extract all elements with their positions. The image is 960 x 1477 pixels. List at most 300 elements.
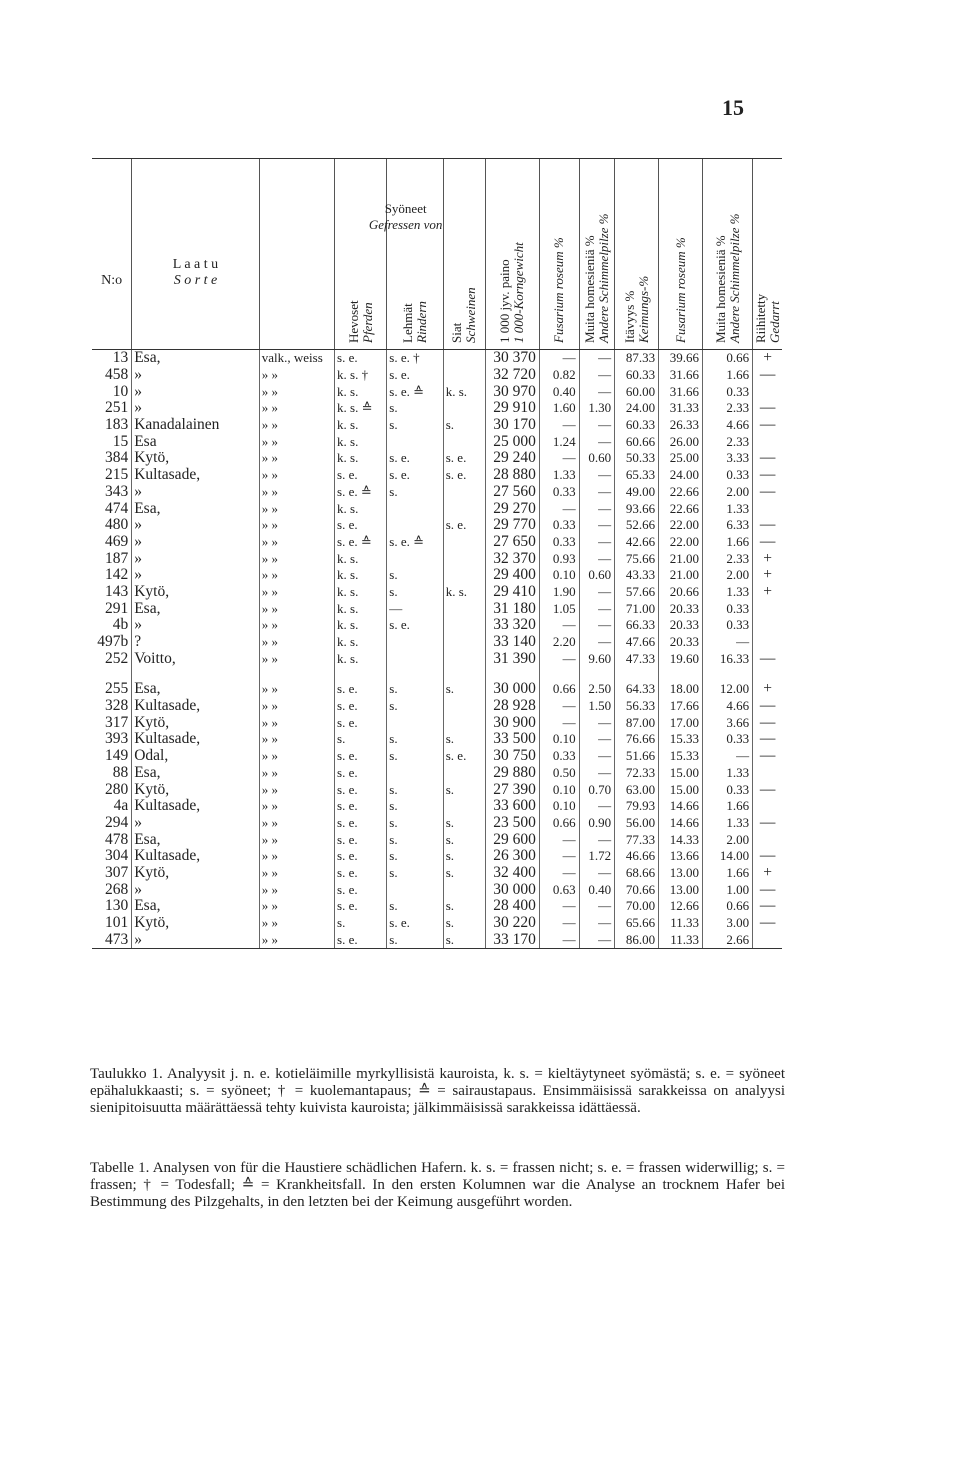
table-cell: 307 bbox=[104, 864, 129, 881]
table-cell: k. s. bbox=[335, 634, 387, 651]
table-cell: s. bbox=[443, 931, 485, 948]
table-row bbox=[92, 517, 782, 534]
table-cell: » » bbox=[259, 748, 334, 765]
table-cell: — bbox=[579, 517, 615, 534]
table-cell bbox=[702, 667, 752, 681]
table-cell: — bbox=[753, 534, 782, 551]
table-cell: s. bbox=[387, 400, 443, 417]
table-cell: 13 bbox=[112, 349, 129, 367]
table-cell: » bbox=[132, 517, 260, 534]
table-cell: 1.66 bbox=[702, 798, 752, 815]
table-cell: Kytö, bbox=[132, 781, 260, 798]
table-cell: 14.66 bbox=[659, 798, 703, 815]
table-cell: 1.66 bbox=[702, 865, 752, 882]
table-cell: » bbox=[132, 881, 260, 898]
table-cell: 31 390 bbox=[485, 650, 539, 667]
table-cell: — bbox=[579, 484, 615, 501]
table-cell: 2.00 bbox=[702, 831, 752, 848]
caption-german: Tabelle 1. Analysen von für die Haustiere schädlichen Hafern. k. s. = frassen nicht; s. e. = frassen widerwillig; s. = frassen; † = Todesfall; ≙ = Krankheitsfall. In den ersten Kolumnen war die Analyse an trocknem Hafer bei Bestimmung des Pilzgehalts, in den letzten bei der Keimung ausgeführt worden. bbox=[90, 1160, 785, 1210]
table-cell: 14.66 bbox=[659, 815, 703, 832]
table-cell: 29 910 bbox=[485, 400, 539, 417]
table-cell: — bbox=[579, 500, 615, 517]
table-cell: 25.00 bbox=[659, 450, 703, 467]
table-cell bbox=[443, 714, 485, 731]
table-cell bbox=[443, 798, 485, 815]
table-cell: 1.33 bbox=[702, 765, 752, 782]
table-cell: 13.00 bbox=[659, 865, 703, 882]
table-cell: — bbox=[579, 634, 615, 651]
table-cell bbox=[443, 634, 485, 651]
table-cell: 11.33 bbox=[659, 931, 703, 948]
table-cell: 18.00 bbox=[659, 681, 703, 698]
table-cell: s. e. bbox=[335, 881, 387, 898]
header-no: N:o bbox=[92, 159, 132, 350]
table-cell: s. bbox=[387, 865, 443, 882]
table-cell: s. e. bbox=[335, 798, 387, 815]
header-weight: 1 000 jyv. paino 1 000-Korngewicht bbox=[485, 159, 539, 350]
table-cell: » » bbox=[259, 915, 334, 932]
table-cell: — bbox=[539, 350, 579, 367]
table-cell: 291 bbox=[104, 600, 129, 617]
table-cell: 33 140 bbox=[485, 634, 539, 651]
table-row bbox=[92, 417, 782, 434]
header-eaten-de: Gefressen von bbox=[368, 217, 443, 232]
table-cell: 87.33 bbox=[615, 350, 659, 367]
table-cell bbox=[659, 667, 703, 681]
table-cell: k. s. bbox=[335, 383, 387, 400]
table-cell bbox=[387, 517, 443, 534]
table-cell: 252 bbox=[104, 650, 129, 667]
table-cell: 187 bbox=[104, 550, 129, 567]
table-cell bbox=[132, 667, 260, 681]
table-cell: 49.00 bbox=[615, 484, 659, 501]
table-cell: 14.00 bbox=[702, 848, 752, 865]
table-cell: 32 400 bbox=[485, 865, 539, 882]
table-cell: — bbox=[753, 915, 782, 932]
table-cell: — bbox=[579, 915, 615, 932]
table-cell: 1.50 bbox=[579, 698, 615, 715]
table-cell: — bbox=[753, 781, 782, 798]
table-cell: 393 bbox=[104, 731, 129, 748]
table-cell: s. e. bbox=[335, 931, 387, 948]
table-cell: 86.00 bbox=[615, 931, 659, 948]
table-cell: — bbox=[753, 714, 782, 731]
table-cell: 31.33 bbox=[659, 400, 703, 417]
table-cell: 14.33 bbox=[659, 831, 703, 848]
table-cell: 64.33 bbox=[615, 681, 659, 698]
table-cell: 2.00 bbox=[702, 567, 752, 584]
table-cell: 469 bbox=[104, 533, 129, 550]
table-cell: » » bbox=[259, 634, 334, 651]
table-cell: k. s. bbox=[335, 617, 387, 634]
table-row bbox=[92, 765, 782, 782]
table-cell: 15 bbox=[112, 433, 129, 450]
table-cell: — bbox=[579, 714, 615, 731]
table-cell: Esa, bbox=[132, 350, 260, 367]
table-cell: s. bbox=[387, 731, 443, 748]
table-cell: » bbox=[132, 367, 260, 384]
table-cell: Esa, bbox=[132, 600, 260, 617]
table-cell: — bbox=[579, 350, 615, 367]
table-cell: 25 000 bbox=[485, 433, 539, 450]
table-cell: s. e. ≙ bbox=[335, 484, 387, 501]
table-cell: 0.33 bbox=[539, 534, 579, 551]
table-cell: 17.66 bbox=[659, 698, 703, 715]
table-cell: 384 bbox=[104, 450, 129, 467]
table-row bbox=[92, 617, 782, 634]
table-cell: 70.66 bbox=[615, 881, 659, 898]
table-cell: — bbox=[387, 600, 443, 617]
header-fusarium-1: Fusarium roseum % bbox=[539, 159, 579, 350]
table-cell: — bbox=[753, 517, 782, 534]
table-cell: » » bbox=[259, 550, 334, 567]
table-cell: k. s. bbox=[335, 584, 387, 601]
table-cell: » bbox=[132, 617, 260, 634]
table-cell bbox=[539, 667, 579, 681]
table-cell bbox=[443, 433, 485, 450]
table-cell: — bbox=[579, 831, 615, 848]
table-cell: s. bbox=[387, 848, 443, 865]
table-cell: 30 370 bbox=[485, 350, 539, 367]
table-cell: s. e. bbox=[443, 467, 485, 484]
table-cell: » » bbox=[259, 383, 334, 400]
table-cell: s. e. bbox=[443, 748, 485, 765]
table-cell: » » bbox=[259, 781, 334, 798]
table-cell bbox=[753, 798, 782, 815]
table-cell: k. s. ≙ bbox=[335, 400, 387, 417]
header-sorte: L a a t u S o r t e bbox=[132, 159, 260, 350]
table-cell: 1.66 bbox=[702, 367, 752, 384]
table-cell: — bbox=[753, 731, 782, 748]
table-cell: 2.20 bbox=[539, 634, 579, 651]
table-cell: 478 bbox=[104, 831, 129, 848]
table-cell: 60.66 bbox=[615, 433, 659, 450]
table-cell: 3.66 bbox=[702, 714, 752, 731]
table-row bbox=[92, 350, 782, 367]
table-cell: 26.33 bbox=[659, 417, 703, 434]
table-cell: 27 390 bbox=[485, 781, 539, 798]
table-cell: 72.33 bbox=[615, 765, 659, 782]
table-cell: 1.66 bbox=[702, 534, 752, 551]
table-cell: s. bbox=[387, 748, 443, 765]
table-cell: — bbox=[579, 584, 615, 601]
table-cell: 30 000 bbox=[485, 881, 539, 898]
table-cell: 1.30 bbox=[579, 400, 615, 417]
table-cell bbox=[615, 667, 659, 681]
table-row bbox=[92, 865, 782, 882]
table-cell: 75.66 bbox=[615, 550, 659, 567]
table-row bbox=[92, 467, 782, 484]
table-row bbox=[92, 798, 782, 815]
table-row bbox=[92, 383, 782, 400]
table-cell: s. bbox=[387, 898, 443, 915]
table-row bbox=[92, 781, 782, 798]
table-cell bbox=[753, 433, 782, 450]
table-cell: 22.66 bbox=[659, 484, 703, 501]
table-cell: 51.66 bbox=[615, 748, 659, 765]
table-cell bbox=[753, 931, 782, 948]
table-cell: 328 bbox=[104, 697, 129, 715]
table-cell: 473 bbox=[92, 931, 132, 948]
table-cell: s. bbox=[443, 898, 485, 915]
table-cell: » » bbox=[259, 650, 334, 667]
table-cell: 0.70 bbox=[579, 781, 615, 798]
header-blank bbox=[259, 159, 334, 350]
table-cell: 0.10 bbox=[539, 567, 579, 584]
table-cell: 43.33 bbox=[615, 567, 659, 584]
table-cell: — bbox=[753, 484, 782, 501]
table-cell: 93.66 bbox=[615, 500, 659, 517]
table-cell: 130 bbox=[104, 898, 129, 915]
table-cell: — bbox=[753, 450, 782, 467]
table-cell: 33 170 bbox=[485, 931, 539, 948]
table-cell: — bbox=[753, 881, 782, 898]
table-cell: » » bbox=[259, 731, 334, 748]
table-cell: + bbox=[753, 584, 782, 601]
table-cell: 3.33 bbox=[702, 450, 752, 467]
table-cell: 31.66 bbox=[659, 367, 703, 384]
table-cell: Esa, bbox=[132, 765, 260, 782]
table-cell: s. bbox=[387, 681, 443, 698]
table-row bbox=[92, 500, 782, 517]
table-cell: 3.00 bbox=[702, 915, 752, 932]
table-cell bbox=[753, 667, 782, 681]
table-cell: — bbox=[539, 831, 579, 848]
table-cell: 57.66 bbox=[615, 584, 659, 601]
table-cell bbox=[579, 667, 615, 681]
table-cell: 28 880 bbox=[485, 467, 539, 484]
table-cell: s. bbox=[387, 417, 443, 434]
table-cell: k. s. bbox=[443, 584, 485, 601]
table-row bbox=[92, 634, 782, 651]
table-cell: 2.33 bbox=[702, 400, 752, 417]
table-cell: 27 650 bbox=[485, 534, 539, 551]
table-cell: 29 270 bbox=[485, 500, 539, 517]
table-cell: — bbox=[579, 467, 615, 484]
table-cell: k. s. bbox=[335, 550, 387, 567]
table-cell: 13.00 bbox=[659, 881, 703, 898]
table-cell: 76.66 bbox=[615, 731, 659, 748]
table-cell: 0.50 bbox=[539, 765, 579, 782]
table-cell: 65.33 bbox=[615, 467, 659, 484]
header-germination: Itävyys % Keimungs-% bbox=[615, 159, 659, 350]
table-row bbox=[92, 433, 782, 450]
table-cell: 50.33 bbox=[615, 450, 659, 467]
table-cell: 15.33 bbox=[659, 731, 703, 748]
table-cell: » bbox=[132, 383, 260, 400]
table-cell: Kanadalainen bbox=[132, 417, 260, 434]
table-cell: 33 600 bbox=[485, 798, 539, 815]
table-cell: 22.00 bbox=[659, 534, 703, 551]
table-cell: s. bbox=[443, 815, 485, 832]
caption-finnish: Taulukko 1. Analyysit j. n. e. kotieläimille myrkyllisistä kauroista, k. s. = kieltäytyneet syömästä; s. e. = syöneet epähalukkaasti; s. = syöneet; † = kuolemantapaus; ≙ = sairaustapaus. Ensimmäisissä sarakkeissa on analyysi sienipitoisuutta määrättäessä tehty kuivista kauroista; jälkimmäisissä sarakkeissa idättäessä. bbox=[90, 1066, 785, 1116]
table-cell: » » bbox=[259, 367, 334, 384]
table-cell: » » bbox=[259, 484, 334, 501]
table-cell: 1.33 bbox=[539, 467, 579, 484]
table-cell: 268 bbox=[104, 881, 129, 898]
table-cell bbox=[753, 500, 782, 517]
table-cell: 60.33 bbox=[615, 417, 659, 434]
table-cell: s. e. bbox=[335, 467, 387, 484]
table-row bbox=[92, 650, 782, 667]
table-cell: 32 720 bbox=[485, 367, 539, 384]
table-cell: 2.50 bbox=[579, 681, 615, 698]
table-cell: — bbox=[539, 417, 579, 434]
table-cell: s. bbox=[443, 831, 485, 848]
table-cell: 60.33 bbox=[615, 367, 659, 384]
table-cell: » » bbox=[259, 517, 334, 534]
table-row bbox=[92, 681, 782, 698]
table-cell: 29 400 bbox=[485, 567, 539, 584]
table-cell: — bbox=[579, 600, 615, 617]
table-cell: 70.00 bbox=[615, 898, 659, 915]
table-cell: 1.33 bbox=[702, 815, 752, 832]
table-cell: » bbox=[132, 815, 260, 832]
table-cell: 215 bbox=[104, 466, 129, 484]
table-cell bbox=[485, 667, 539, 681]
table-row bbox=[92, 400, 782, 417]
table-cell: 24.00 bbox=[615, 400, 659, 417]
table-cell: Kytö, bbox=[132, 584, 260, 601]
table-cell: — bbox=[539, 865, 579, 882]
table-cell bbox=[443, 667, 485, 681]
table-cell: » » bbox=[259, 831, 334, 848]
table-cell: » » bbox=[259, 931, 334, 948]
table-cell: 101 bbox=[104, 914, 129, 932]
table-cell: — bbox=[753, 650, 782, 667]
analysis-table bbox=[92, 158, 782, 949]
table-cell: — bbox=[579, 534, 615, 551]
table-cell: 143 bbox=[104, 583, 129, 600]
table-cell bbox=[443, 534, 485, 551]
table-cell: 28 400 bbox=[485, 898, 539, 915]
table-cell: 20.33 bbox=[659, 600, 703, 617]
table-cell: 20.33 bbox=[659, 617, 703, 634]
table-cell: — bbox=[753, 417, 782, 434]
table-cell: Kytö, bbox=[132, 865, 260, 882]
table-cell: Esa, bbox=[132, 681, 260, 698]
table-cell: — bbox=[579, 898, 615, 915]
table-cell bbox=[753, 634, 782, 651]
table-cell: 294 bbox=[104, 814, 129, 831]
table-cell: 304 bbox=[104, 847, 129, 865]
table-cell: 52.66 bbox=[615, 517, 659, 534]
table-cell: 0.10 bbox=[539, 798, 579, 815]
table-cell: s. e. bbox=[443, 517, 485, 534]
table-cell: s. bbox=[443, 731, 485, 748]
table-cell: 87.00 bbox=[615, 714, 659, 731]
table-row bbox=[92, 367, 782, 384]
table-cell: ? bbox=[132, 634, 260, 651]
table-cell bbox=[443, 500, 485, 517]
table-cell: 31.66 bbox=[659, 383, 703, 400]
table-cell bbox=[387, 433, 443, 450]
table-header-row bbox=[92, 159, 782, 350]
table-cell: s. e. bbox=[387, 467, 443, 484]
table-cell bbox=[259, 667, 334, 681]
table-cell bbox=[443, 881, 485, 898]
table-cell: s. bbox=[387, 567, 443, 584]
table-cell: 15.00 bbox=[659, 781, 703, 798]
table-cell bbox=[387, 550, 443, 567]
table-cell: 29 880 bbox=[485, 765, 539, 782]
table-cell bbox=[443, 550, 485, 567]
table-cell: » » bbox=[259, 617, 334, 634]
table-cell: s. e. bbox=[335, 781, 387, 798]
table-cell: — bbox=[579, 798, 615, 815]
table-cell bbox=[443, 567, 485, 584]
table-row bbox=[92, 881, 782, 898]
table-cell: 20.33 bbox=[659, 634, 703, 651]
table-cell: s. e. bbox=[335, 714, 387, 731]
table-cell bbox=[753, 600, 782, 617]
table-cell: + bbox=[753, 681, 782, 698]
table-cell: — bbox=[539, 931, 579, 948]
table-cell: s. e. bbox=[335, 681, 387, 698]
table-cell: s. e. bbox=[335, 765, 387, 782]
table-cell: k. s. bbox=[335, 433, 387, 450]
table-cell bbox=[753, 831, 782, 848]
table-cell bbox=[443, 400, 485, 417]
table-cell: 497b bbox=[97, 633, 129, 651]
table-cell: s. bbox=[443, 781, 485, 798]
table-row bbox=[92, 898, 782, 915]
table-cell: + bbox=[753, 350, 782, 367]
table-cell: s. bbox=[387, 584, 443, 601]
table-cell bbox=[443, 617, 485, 634]
table-cell: 9.60 bbox=[579, 650, 615, 667]
table-cell: Kultasade, bbox=[132, 848, 260, 865]
table-cell bbox=[753, 383, 782, 400]
table-cell: Kytö, bbox=[132, 714, 260, 731]
table-row bbox=[92, 714, 782, 731]
table-cell: — bbox=[753, 815, 782, 832]
table-cell bbox=[443, 600, 485, 617]
table-cell: 2.00 bbox=[702, 484, 752, 501]
table-cell: 2.33 bbox=[702, 550, 752, 567]
table-cell: — bbox=[539, 898, 579, 915]
table-cell: 183 bbox=[104, 416, 129, 434]
table-cell: k. s. bbox=[335, 600, 387, 617]
table-cell: 30 170 bbox=[485, 417, 539, 434]
header-horses: Syöneet Gefressen von Hevoset Pferden bbox=[335, 159, 387, 350]
table-cell: s. e. bbox=[335, 748, 387, 765]
table-cell: 0.60 bbox=[579, 567, 615, 584]
table-cell: 33 320 bbox=[485, 617, 539, 634]
table-cell: 68.66 bbox=[615, 865, 659, 882]
table-cell: — bbox=[579, 617, 615, 634]
table-cell: k. s. bbox=[335, 417, 387, 434]
table-cell: 0.66 bbox=[539, 815, 579, 832]
table-cell bbox=[387, 765, 443, 782]
table-cell: 65.66 bbox=[615, 915, 659, 932]
table-cell bbox=[387, 667, 443, 681]
table-cell: s. e. bbox=[443, 450, 485, 467]
table-cell: s. bbox=[387, 484, 443, 501]
table-cell: 20.66 bbox=[659, 584, 703, 601]
table-row bbox=[92, 600, 782, 617]
table-cell: 88 bbox=[112, 764, 129, 781]
table-cell: » bbox=[132, 534, 260, 551]
table-cell: 42.66 bbox=[615, 534, 659, 551]
table-row bbox=[92, 698, 782, 715]
table-cell: s. e. bbox=[335, 815, 387, 832]
table-cell: — bbox=[579, 748, 615, 765]
table-cell: k. s. bbox=[335, 567, 387, 584]
table-body bbox=[92, 350, 782, 949]
table-cell: s. e. bbox=[335, 517, 387, 534]
table-cell: 77.33 bbox=[615, 831, 659, 848]
